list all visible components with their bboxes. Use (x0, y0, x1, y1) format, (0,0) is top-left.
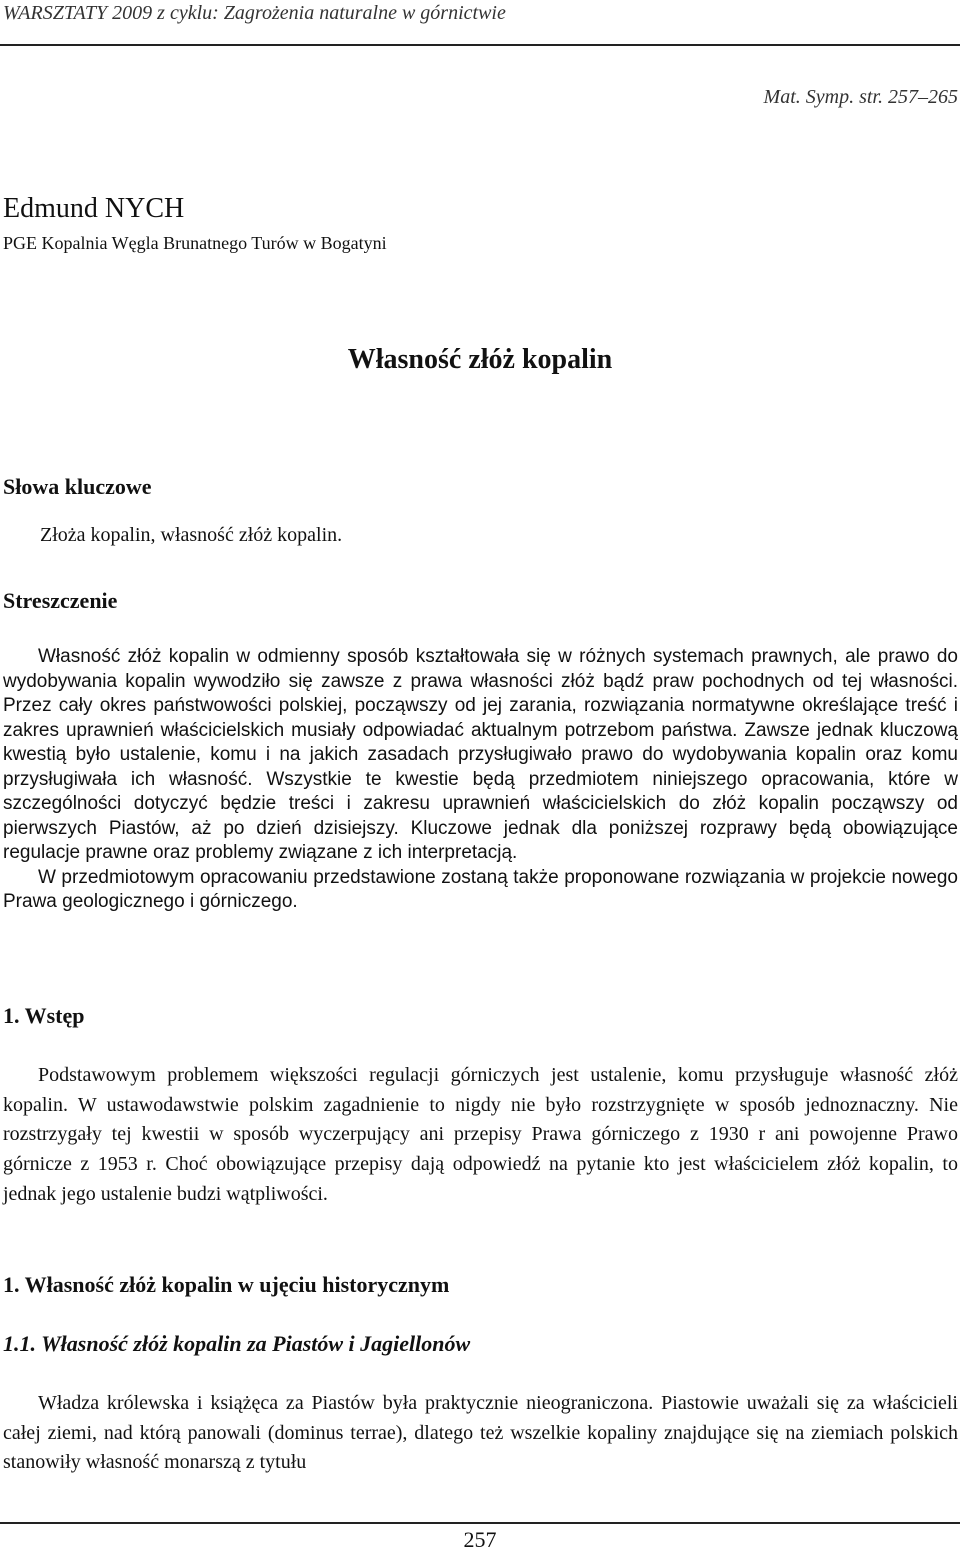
intro-body (3, 1061, 958, 1210)
intro-paragraph: Podstawowym problemem większości regulacji górniczych jest ustalenie, komu przysługuje własność złóż kopalin. W ustawodawstwie polskim zagadnienie to nigdy nie było rozstrzygnięte w sposób jednoznaczny. Nie rozstrzygały tej kwestii w sposób wyczerpujący ani przepisy Prawa górniczego z 1930 r ani powojenne Prawo górnicze z 1953 r. Choć obowiązujące przepisy dają odpowiedź na pytanie kto jest właścicielem złóż kopalin, to jednak jego ustalenie budzi wątpliwości. (3, 1064, 958, 1205)
author-affiliation: PGE Kopalnia Węgla Brunatnego Turów w Bogatyni (3, 233, 387, 253)
footer-divider (0, 1522, 960, 1524)
page-range: Mat. Symp. str. 257–265 (763, 86, 958, 108)
keywords-heading: Słowa kluczowe (3, 474, 152, 499)
abstract-body (3, 645, 958, 915)
paper-title: Własność złóż kopalin (347, 344, 613, 375)
abstract-heading: Streszczenie (3, 588, 118, 613)
abstract-paragraph: Własność złóż kopalin w odmienny sposób kształtowała się w różnych systemach prawnych, ale prawo do wydobywania kopalin wywodziło się zawsze z prawa własności złóż bądź praw pochodnych od tej własności. Przez cały okres państwowości polskiej, począwszy od jej zarania, rozwiązania normatywne określające treść i zakres uprawnień właścicielskich musiały odpowiadać aktualnym potrzebom państwa. Zawsze jednak kluczową kwestią było ustalenie, komu i na jakich zasadach przysługiwało prawo do wydobywania kopalin oraz komu przysługiwała ich własność. Wszystkie te kwestie będą przedmiotem niniejszego opracowania, które w szczególności dotyczyć będzie treści i zakresu uprawnień właścicielskich do złóż kopalin począwszy od pierwszych Piastów, aż po dzień dzisiejszy. Kluczowe jednak dla poniższej rozprawy będą obowiązujące regulacje prawne oraz problemy związane z ich interpretacją. (3, 646, 958, 863)
section-heading-history: 1. Własność złóż kopalin w ujęciu historycznym (3, 1272, 450, 1297)
piast-body (3, 1389, 958, 1478)
subsection-heading-piast: 1.1. Własność złóż kopalin za Piastów i Jagiellonów (3, 1331, 471, 1356)
piast-paragraph: Władza królewska i książęca za Piastów była praktycznie nieograniczona. Piastowie uważali się za właścicieli całej ziemi, nad którą panowali (dominus terrae), dlatego też wszelkie kopaliny znajdujące się na ziemiach polskich stanowiły własność monarszą z tytułu (3, 1392, 958, 1474)
abstract-paragraph: W przedmiotowym opracowaniu przedstawione zostaną także proponowane rozwiązania w projekcie nowego Prawa geologicznego i górniczego. (3, 866, 958, 912)
header-divider (0, 44, 960, 46)
author-name: Edmund NYCH (3, 193, 185, 224)
series-header: WARSZTATY 2009 z cyklu: Zagrożenia naturalne w górnictwie (3, 2, 506, 24)
section-heading-intro: 1. Wstęp (3, 1003, 85, 1028)
page-number: 257 (463, 1527, 497, 1552)
keywords-text: Złoża kopalin, własność złóż kopalin. (40, 524, 343, 546)
